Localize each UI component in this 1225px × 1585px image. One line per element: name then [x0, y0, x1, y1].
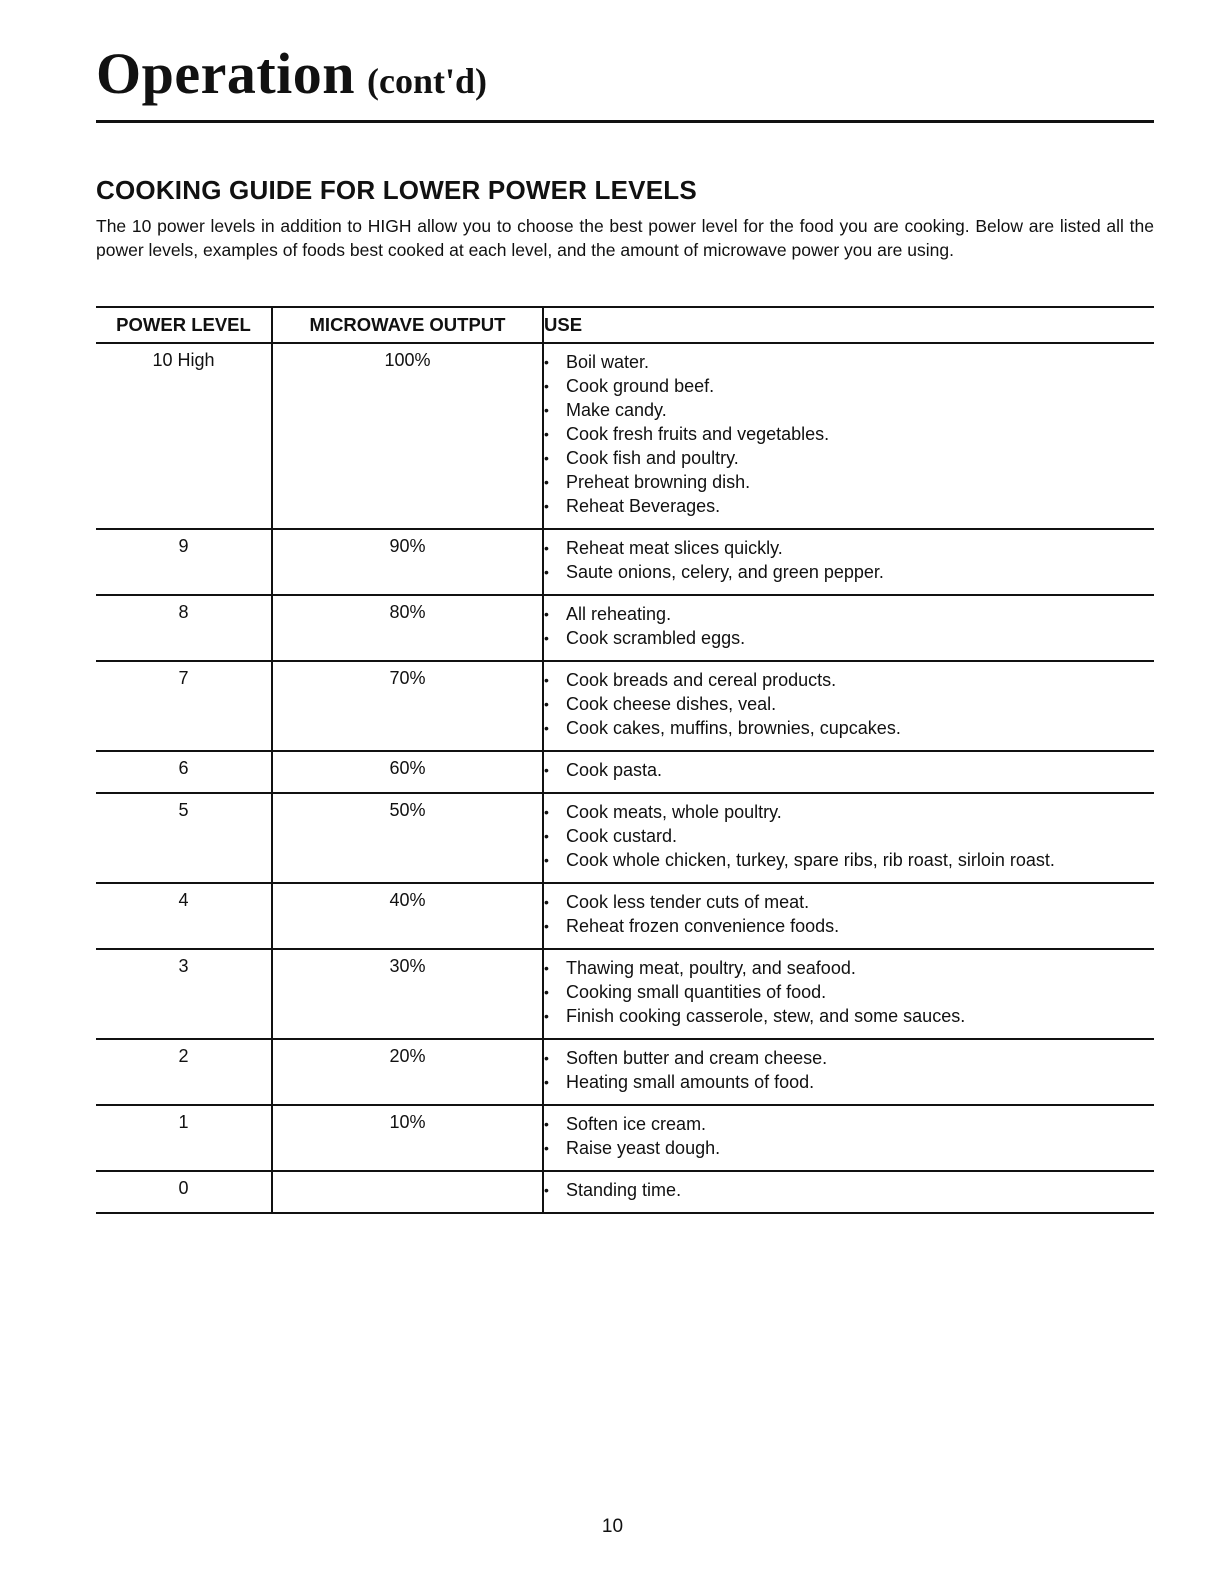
- microwave-output-cell: 30%: [272, 949, 543, 1039]
- use-item: • Reheat Beverages.: [544, 494, 1154, 518]
- use-item: • Cook cheese dishes, veal.: [544, 692, 1154, 716]
- table-row: [96, 1171, 1154, 1213]
- use-item: • Cook whole chicken, turkey, spare ribs, rib roast, sirloin roast.: [544, 848, 1154, 872]
- power-level-cell: 6: [96, 751, 272, 793]
- table-row: [96, 883, 1154, 949]
- use-item: • Cook custard.: [544, 824, 1154, 848]
- use-list: [544, 602, 1154, 650]
- page-title-main: Operation: [96, 41, 356, 106]
- use-item: • Soften ice cream.: [544, 1112, 1154, 1136]
- table-row: [96, 1039, 1154, 1105]
- table-header: [96, 307, 1154, 343]
- use-item: • Cook breads and cereal products.: [544, 668, 1154, 692]
- use-item: • All reheating.: [544, 602, 1154, 626]
- use-item: • Reheat frozen convenience foods.: [544, 914, 1154, 938]
- use-item: • Saute onions, celery, and green pepper.: [544, 560, 1154, 584]
- intro-paragraph: The 10 power levels in addition to HIGH allow you to choose the best power level for the food you are cooking. Below are listed all the power levels, examples of foods best cooked at each level, and the amount of microwave power you are using.: [96, 216, 1154, 260]
- use-item: • Cook meats, whole poultry.: [544, 800, 1154, 824]
- use-list: [544, 1178, 1154, 1202]
- section-heading: COOKING GUIDE FOR LOWER POWER LEVELS: [96, 175, 697, 205]
- power-level-table: [96, 306, 1154, 1214]
- use-list: [544, 890, 1154, 938]
- power-level-cell: 2: [96, 1039, 272, 1105]
- power-level-cell: 8: [96, 595, 272, 661]
- use-list: [544, 956, 1154, 1028]
- use-item: • Cook fresh fruits and vegetables.: [544, 422, 1154, 446]
- page-number: 10: [601, 1516, 624, 1537]
- use-list: [544, 758, 1154, 782]
- use-item: • Reheat meat slices quickly.: [544, 536, 1154, 560]
- power-level-cell: 3: [96, 949, 272, 1039]
- power-level-cell: 9: [96, 529, 272, 595]
- table-header-row: [96, 307, 1154, 343]
- table-row: [96, 1105, 1154, 1171]
- power-level-cell: 4: [96, 883, 272, 949]
- use-cell: [543, 343, 1154, 529]
- use-cell: [543, 529, 1154, 595]
- use-item: • Finish cooking casserole, stew, and some sauces.: [544, 1004, 1154, 1028]
- use-item: • Thawing meat, poultry, and seafood.: [544, 956, 1154, 980]
- use-cell: [543, 595, 1154, 661]
- use-item: • Soften butter and cream cheese.: [544, 1046, 1154, 1070]
- use-item: • Cooking small quantities of food.: [544, 980, 1154, 1004]
- use-item: • Raise yeast dough.: [544, 1136, 1154, 1160]
- use-list: [544, 1046, 1154, 1094]
- use-cell: [543, 1039, 1154, 1105]
- use-item: • Cook fish and poultry.: [544, 446, 1154, 470]
- use-list: [544, 350, 1154, 518]
- table-row: [96, 751, 1154, 793]
- use-cell: [543, 1105, 1154, 1171]
- use-item: • Boil water.: [544, 350, 1154, 374]
- table-row: [96, 949, 1154, 1039]
- page-title: [96, 40, 487, 107]
- microwave-output-cell: 40%: [272, 883, 543, 949]
- table-body: [96, 343, 1154, 1213]
- use-cell: [543, 751, 1154, 793]
- microwave-output-cell: 80%: [272, 595, 543, 661]
- use-item: • Preheat browning dish.: [544, 470, 1154, 494]
- use-item: • Cook less tender cuts of meat.: [544, 890, 1154, 914]
- use-item: • Cook pasta.: [544, 758, 1154, 782]
- use-item: • Cook cakes, muffins, brownies, cupcakes.: [544, 716, 1154, 740]
- use-cell: [543, 661, 1154, 751]
- power-level-cell: 1: [96, 1105, 272, 1171]
- table-row: [96, 661, 1154, 751]
- microwave-output-cell: 100%: [272, 343, 543, 529]
- use-item: • Cook scrambled eggs.: [544, 626, 1154, 650]
- page-header: [96, 30, 1154, 123]
- use-item: • Standing time.: [544, 1178, 1154, 1202]
- microwave-output-cell: 10%: [272, 1105, 543, 1171]
- use-cell: [543, 793, 1154, 883]
- microwave-output-cell: 60%: [272, 751, 543, 793]
- table-row: [96, 595, 1154, 661]
- microwave-output-cell: [272, 1171, 543, 1213]
- use-cell: [543, 949, 1154, 1039]
- table-row: [96, 529, 1154, 595]
- use-cell: [543, 1171, 1154, 1213]
- use-item: • Cook ground beef.: [544, 374, 1154, 398]
- power-level-cell: 7: [96, 661, 272, 751]
- header-power-level: POWER LEVEL: [96, 307, 272, 343]
- header-microwave-output: MICROWAVE OUTPUT: [272, 307, 543, 343]
- use-list: [544, 668, 1154, 740]
- page-title-sub: (cont'd): [367, 61, 488, 101]
- table-row: [96, 793, 1154, 883]
- use-cell: [543, 883, 1154, 949]
- microwave-output-cell: 20%: [272, 1039, 543, 1105]
- use-item: • Heating small amounts of food.: [544, 1070, 1154, 1094]
- power-level-cell: 10 High: [96, 343, 272, 529]
- microwave-output-cell: 50%: [272, 793, 543, 883]
- power-level-cell: 0: [96, 1171, 272, 1213]
- power-level-cell: 5: [96, 793, 272, 883]
- use-list: [544, 536, 1154, 584]
- microwave-output-cell: 90%: [272, 529, 543, 595]
- use-item: • Make candy.: [544, 398, 1154, 422]
- header-use: USE: [543, 307, 1154, 343]
- use-list: [544, 800, 1154, 872]
- use-list: [544, 1112, 1154, 1160]
- microwave-output-cell: 70%: [272, 661, 543, 751]
- table-row: [96, 343, 1154, 529]
